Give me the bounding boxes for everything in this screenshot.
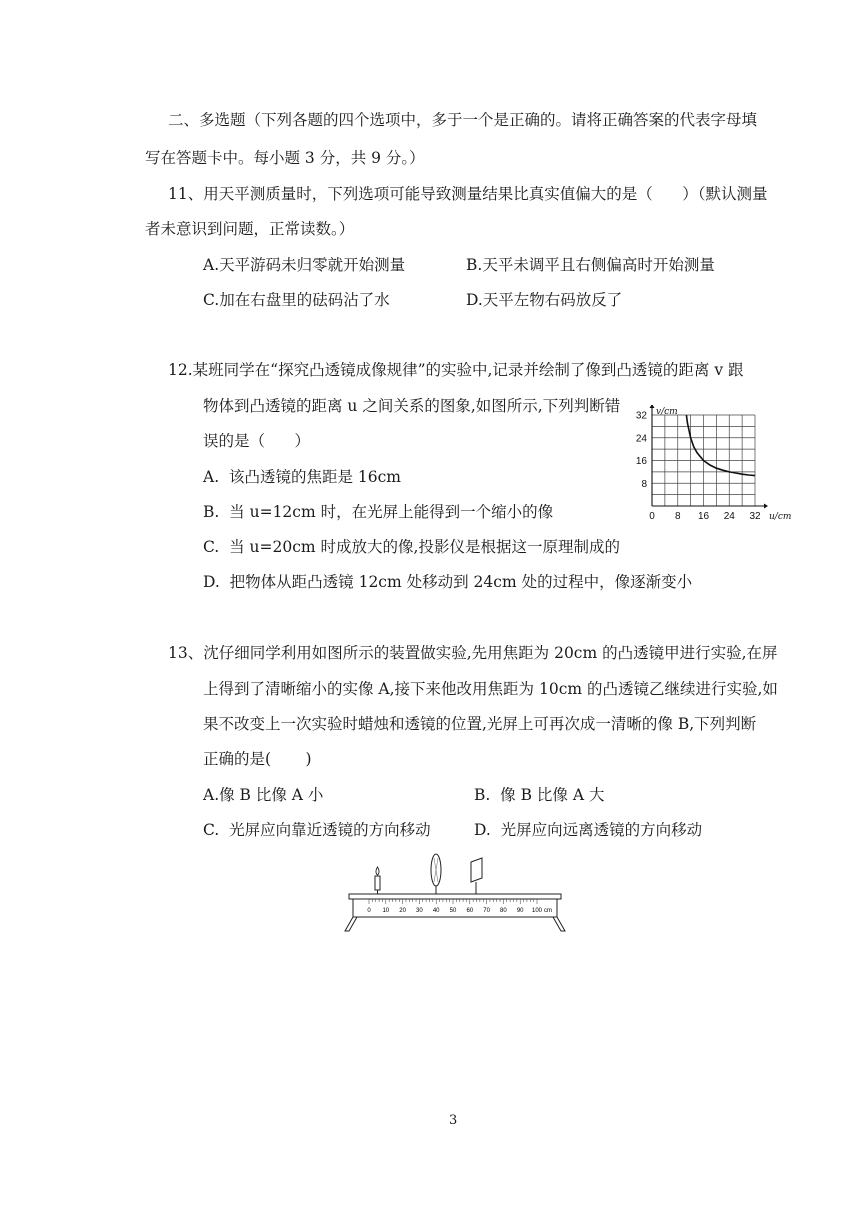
bench-scale-label: 40 (432, 908, 440, 914)
optical-bench-figure (335, 852, 575, 936)
bench-scale-label: 60 (466, 908, 474, 914)
page-number: 3 (449, 1113, 458, 1128)
v-u-graph (615, 405, 805, 535)
bench-scale-label: 50 (449, 908, 457, 914)
bench-scale-label: 30 (416, 908, 423, 914)
q13-stem: 13、沈仔细同学利用如图所示的装置做实验,先用焦距为 20cm 的凸透镜甲进行实验,在屏 (168, 644, 778, 662)
chart-y-tick-label: 24 (635, 433, 647, 445)
q11-option-d: D.天平左物右码放反了 (466, 291, 623, 309)
q13-stem-continuation-1: 上得到了清晰缩小的实像 A,接下来他改用焦距为 10cm 的凸透镜乙继续进行实验,如 (203, 680, 778, 698)
chart-x-axis-arrow (764, 504, 768, 509)
q13-option-b: B. 像 B 比像 A 大 (474, 786, 605, 804)
q12-option-a: A. 该凸透镜的焦距是 16cm (203, 468, 402, 486)
q11-option-c: C.加在右盘里的砝码沾了水 (203, 291, 390, 309)
q13-option-c: C. 光屏应向靠近透镜的方向移动 (203, 821, 431, 839)
q13-stem-continuation-2: 果不改变上一次实验时蜡烛和透镜的位置,光屏上可再次成一清晰的像 B,下列判断 (203, 715, 757, 733)
chart-axes (650, 405, 769, 509)
q13-stem-end: 正确的是( ) (203, 750, 312, 768)
bench-top-rail (349, 894, 561, 899)
chart-y-axis-arrow (650, 405, 655, 408)
bench-left-leg (345, 917, 357, 931)
q12-stem: 12.某班同学在“探究凸透镜成像规律”的实验中,记录并绘制了像到凸透镜的距离 v 跟 (168, 361, 744, 379)
chart-x-tick-label: 24 (723, 511, 735, 522)
bench-scale-label: 0 (367, 908, 371, 914)
light-screen-icon (471, 858, 482, 894)
bench-scale-label: 90 (516, 908, 524, 914)
chart-x-tick-label: 8 (674, 511, 681, 522)
q11-option-b: B.天平未调平且右侧偏高时开始测量 (466, 256, 715, 274)
chart-y-axis-label: v/cm (656, 407, 678, 417)
chart-x-tick-label: 16 (697, 511, 710, 522)
q11-option-a: A.天平游码未归零就开始测量 (203, 256, 406, 274)
q12-stem-continuation: 物体到凸透镜的距离 u 之间关系的图象,如图所示,下列判断错 (203, 397, 621, 415)
bench-scale-label: 100 (531, 908, 543, 914)
chart-x-tick-label: 32 (749, 511, 761, 522)
chart-y-tick-label: 16 (635, 456, 647, 467)
q12-option-c: C. 当 u=20cm 时成放大的像,投影仪是根据这一原理制成的 (203, 538, 620, 556)
section-heading-continuation: 写在答题卡中。每小题 3 分，共 9 分。） (145, 149, 425, 167)
chart-series-line (686, 415, 755, 476)
q12-option-b: B. 当 u=12cm 时，在光屏上能得到一个缩小的像 (203, 503, 554, 521)
section-heading: 二、多选题（下列各题的四个选项中，多于一个是正确的。请将正确答案的代表字母填 (168, 111, 758, 129)
bench-scale-label: 70 (483, 908, 490, 914)
bench-scale-label: 20 (399, 908, 406, 914)
chart-y-tick-label: 8 (641, 478, 647, 490)
q12-option-d: D. 把物体从距凸透镜 12cm 处移动到 24cm 处的过程中，像逐渐变小 (203, 573, 693, 591)
convex-lens-icon (431, 854, 441, 894)
q13-option-d: D. 光屏应向远离透镜的方向移动 (474, 821, 703, 839)
chart-x-axis-label: u/cm (769, 512, 792, 522)
chart-x-tick-label: 0 (649, 511, 655, 522)
candle-icon (375, 867, 380, 894)
chart-y-tick-label: 32 (635, 410, 647, 422)
q11-stem-continuation: 者未意识到问题，正常读数。） (145, 220, 355, 238)
bench-scale-label: 10 (382, 908, 390, 914)
bench-scale-label: 80 (500, 908, 507, 914)
q12-stem-end: 误的是（ ） (203, 432, 311, 450)
bench-right-leg (553, 917, 565, 931)
q13-option-a: A.像 B 比像 A 小 (203, 786, 324, 804)
q11-stem: 11、用天平测质量时，下列选项可能导致测量结果比真实值偏大的是（ ）（默认测量 (168, 185, 768, 203)
bench-scale-unit: cm (544, 908, 552, 914)
